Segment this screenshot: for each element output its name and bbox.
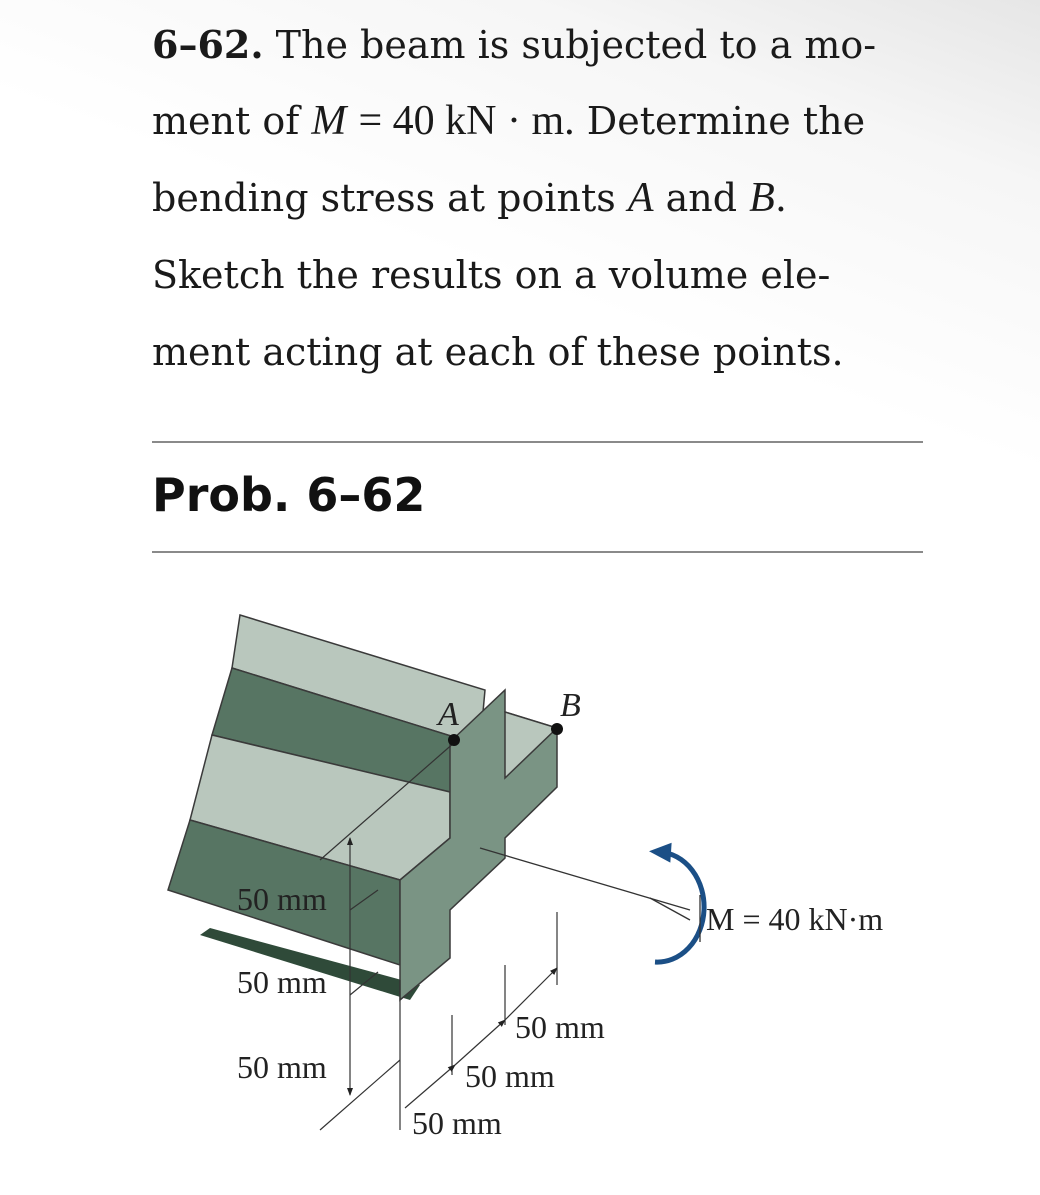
statement-line-1 [152,6,942,83]
point-b-marker [551,723,563,735]
statement-text: The beam is subjected to a mo- [275,23,877,67]
caption-rule-top [152,441,923,443]
dim-label-bottom-right: 50 mm [515,1009,605,1045]
problem-statement [152,6,942,391]
statement-line-5: ment acting at each of these points. [152,330,844,374]
beam-diagram [0,560,1040,1195]
point-a-label: A [438,696,459,733]
dim-label-bottom-left: 50 mm [412,1105,502,1141]
statement-line-3 [152,160,942,237]
dim-label-bottom-mid: 50 mm [465,1058,555,1094]
caption-rule-bottom [152,551,923,553]
moment-value: = 40 kN · m. [358,98,575,144]
point-a-marker [448,734,460,746]
beam-figure [0,560,1040,1195]
point-b-ref: B [749,175,775,221]
neutral-axis [480,848,690,910]
moment-symbol: M [311,98,347,144]
statement-line-4: Sketch the results on a volume ele- [152,253,831,297]
statement-text: and [665,176,738,220]
dim-label-left-mid: 50 mm [237,964,327,1000]
moment-label: M = 40 kN·m [706,901,884,937]
statement-text: bending stress at points [152,176,616,220]
figure-caption: Prob. 6–62 [152,468,426,522]
moment-axis-tick [650,898,690,920]
point-b-label: B [560,687,581,724]
dim-label-left-bot: 50 mm [237,1049,327,1085]
problem-number: 6–62. [152,22,264,67]
statement-line-2 [152,83,942,160]
dim-label-left-top: 50 mm [237,881,327,917]
statement-text: ment of [152,99,300,143]
statement-text: . [774,176,787,220]
statement-text: Determine the [586,99,866,143]
point-a-ref: A [627,175,654,221]
